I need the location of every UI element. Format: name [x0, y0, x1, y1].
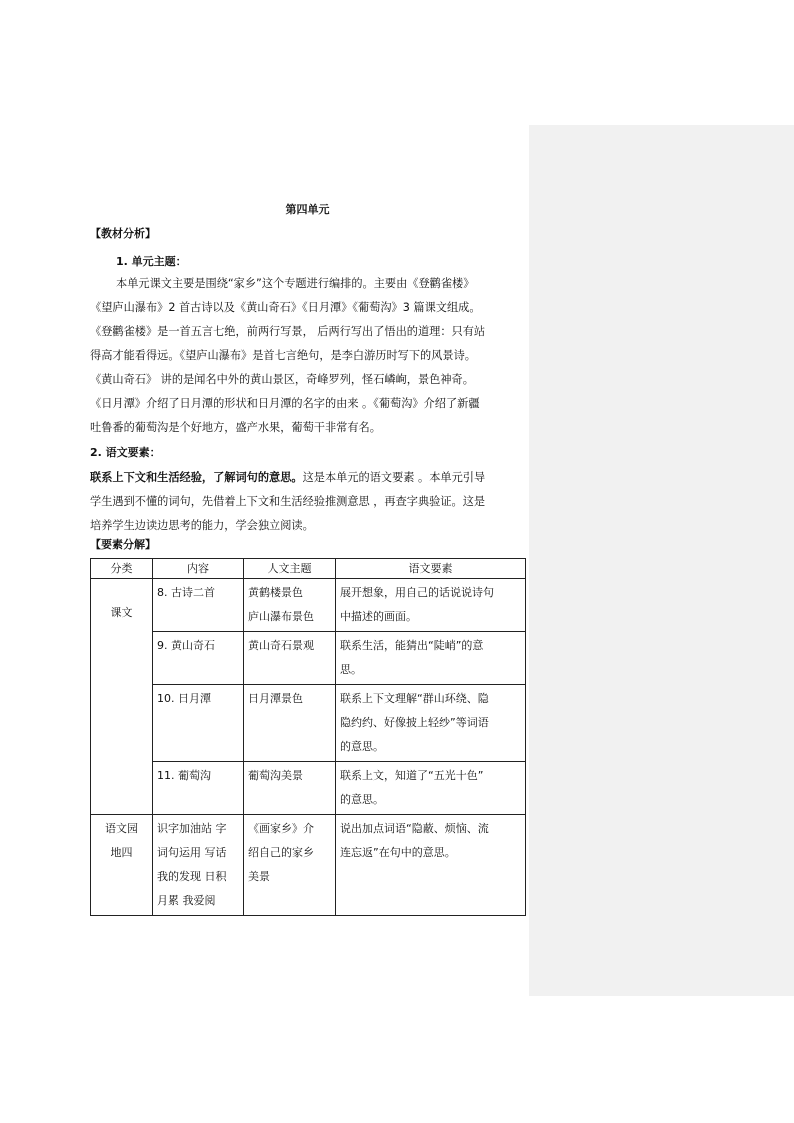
- section-heading-breakdown: 【要素分解】: [90, 538, 156, 551]
- table-row: [91, 579, 526, 632]
- cell-line: 绍自己的家乡: [248, 846, 314, 859]
- text-line: 《日月潭》介绍了日月潭的形状和日月潭的名字的由来 。《葡萄沟》介绍了新疆: [90, 397, 480, 410]
- paragraph-language-elements: [90, 466, 528, 538]
- theme-cell: [244, 579, 336, 632]
- cell-line: 联系上下文理解“群山环绕、隐: [340, 692, 489, 705]
- cell-line: 黄鹤楼景色: [248, 586, 303, 599]
- cell-line: 连忘返”在句中的意思。: [340, 846, 456, 859]
- cell-line: 联系上文，知道了“五光十色”: [340, 769, 484, 782]
- subheading-unit-theme: 1. 单元主题：: [116, 255, 187, 268]
- content-cell: [153, 579, 244, 632]
- element-cell: [336, 579, 526, 632]
- text-line: 《登鹳雀楼》是一首五言七绝，前两行写景， 后两行写出了悟出的道理：只有站: [90, 325, 486, 338]
- cell-line: 美景: [248, 870, 270, 883]
- cell-line: 识字加油站 字: [157, 822, 227, 835]
- text-line: 学生遇到不懂的词句，先借着上下文和生活经验推测意思 ，再查字典验证。这是: [90, 495, 486, 508]
- content-cell: [153, 632, 244, 685]
- theme-cell: [244, 632, 336, 685]
- table-row: [91, 815, 526, 916]
- cell-line: 日月潭景色: [248, 692, 303, 705]
- cell-line: 《画家乡》介: [248, 822, 314, 835]
- text-line: 得高才能看得远。《望庐山瀑布》是首七言绝句，是李白游历时写下的风景诗。: [90, 349, 476, 362]
- element-cell: [336, 632, 526, 685]
- text-line: 《望庐山瀑布》2 首古诗以及《黄山奇石》《日月潭》《葡萄沟》3 篇课文组成。: [90, 301, 481, 314]
- element-cell: [336, 685, 526, 762]
- table-row: [91, 632, 526, 685]
- cell-line: 11. 葡萄沟: [157, 769, 211, 782]
- cell-line: 展开想象，用自己的话说说诗句: [340, 586, 494, 599]
- table-row: [91, 762, 526, 815]
- cell-line: 词句运用 写话: [157, 846, 227, 859]
- elements-table: [90, 558, 526, 916]
- subheading-language-elements: 2. 语文要素：: [90, 446, 161, 459]
- header-content: 内容: [153, 559, 244, 579]
- cell-line: 说出加点词语“隐蔽、烦恼、流: [340, 822, 489, 835]
- category-cell: 课文: [91, 579, 153, 815]
- text-line: 《黄山奇石》 讲的是闻名中外的黄山景区，奇峰罗列，怪石嶙峋，景色神奇。: [90, 373, 474, 386]
- theme-cell: [244, 685, 336, 762]
- cell-line: 隐约约、好像披上轻纱”等词语: [340, 716, 489, 729]
- table-row: [91, 685, 526, 762]
- comment-pane: [529, 125, 794, 996]
- content-cell: [153, 762, 244, 815]
- cell-line: 思。: [340, 663, 362, 676]
- text-span: 这是本单元的语文要素 。本单元引导: [302, 471, 486, 484]
- cell-line: 中描述的画面。: [340, 610, 417, 623]
- cell-line: 我的发现 日积: [157, 870, 227, 883]
- emphasis-text: 联系上下文和生活经验，了解词句的意思。: [90, 471, 303, 484]
- theme-cell: [244, 762, 336, 815]
- page-title: 第四单元: [285, 203, 330, 216]
- cell-line: 8. 古诗二首: [157, 586, 215, 599]
- cell-line: 地四: [110, 846, 133, 859]
- content-cell: [153, 815, 244, 916]
- text-line: 吐鲁番的葡萄沟是个好地方，盛产水果，葡萄干非常有名。: [90, 421, 381, 434]
- cell-line: 9. 黄山奇石: [157, 639, 215, 652]
- text-line: 本单元课文主要是围绕“家乡”这个专题进行编排的。主要由《登鹳雀楼》: [116, 277, 475, 290]
- cell-line: 联系生活，能猜出“陡峭”的意: [340, 639, 484, 652]
- category-cell: [91, 815, 153, 916]
- header-element: 语文要素: [336, 559, 526, 579]
- table-header-row: [91, 559, 526, 579]
- cell-line: 黄山奇石景观: [248, 639, 314, 652]
- cell-line: 葡萄沟美景: [248, 769, 303, 782]
- element-cell: [336, 762, 526, 815]
- paragraph-unit-theme: [90, 272, 528, 440]
- cell-line: 庐山瀑布景色: [248, 610, 314, 623]
- content-cell: [153, 685, 244, 762]
- cell-line: 语文园: [105, 822, 138, 835]
- element-cell: [336, 815, 526, 916]
- text-line: [90, 466, 528, 490]
- cell-line: 的意思。: [340, 740, 384, 753]
- cell-line: 10. 日月潭: [157, 692, 211, 705]
- header-theme: 人文主题: [244, 559, 336, 579]
- cell-line: 月累 我爱阅: [157, 894, 216, 907]
- text-line: 培养学生边读边思考的能力，学会独立阅读。: [90, 519, 314, 532]
- theme-cell: [244, 815, 336, 916]
- header-category: 分类: [91, 559, 153, 579]
- section-heading-analysis: 【教材分析】: [90, 227, 156, 240]
- cell-line: 的意思。: [340, 793, 384, 806]
